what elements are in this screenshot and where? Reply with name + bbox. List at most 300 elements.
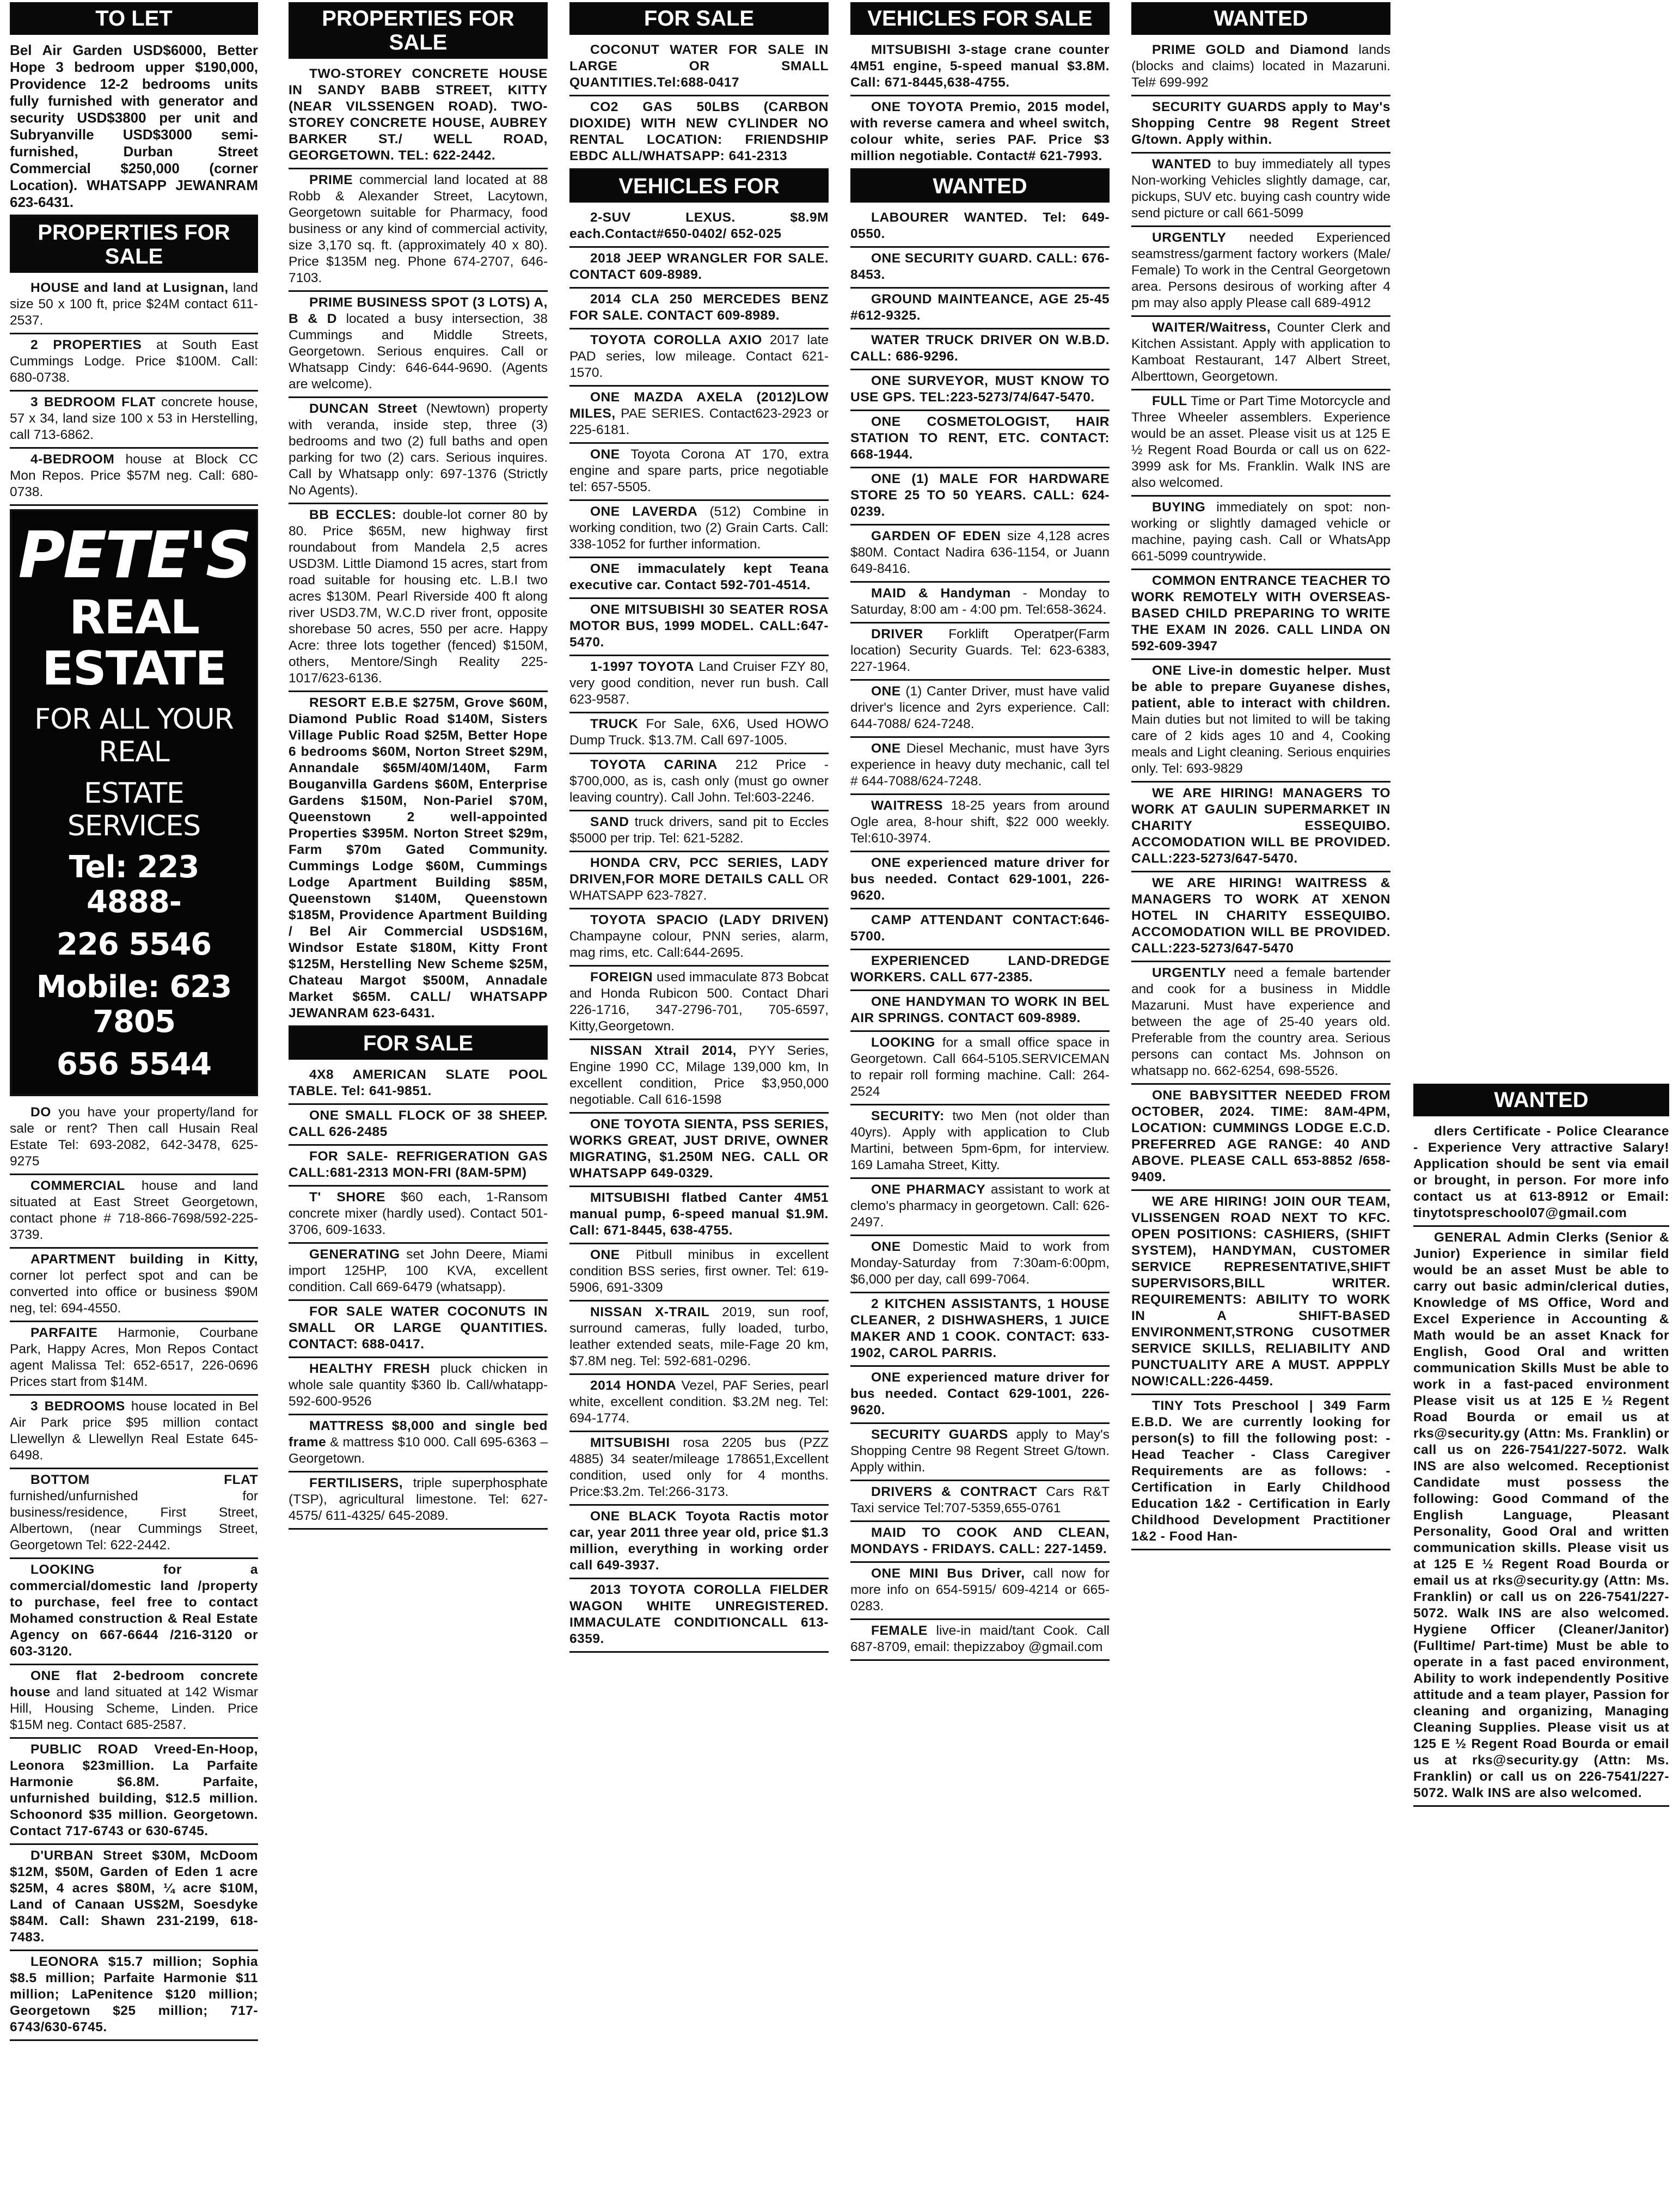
classified-ad (850, 329, 1110, 370)
ad-lead: MITSUBISHI (590, 1435, 670, 1450)
classified-ad (1131, 1191, 1390, 1395)
ad-lead: HOUSE and land at Lusignan, (30, 280, 229, 295)
ad-lead: DO (30, 1105, 51, 1120)
ad-lead: FOR SALE WATER COCONUTS IN SMALL OR LARGE QUANTITIES. CONTACT: 688-0417. (289, 1304, 548, 1352)
classified-ad (569, 852, 829, 909)
classified-ad (850, 411, 1110, 468)
column-wanted-continued (1408, 1084, 1675, 2210)
classified-ad (569, 289, 829, 329)
ad-lead: ONE SECURITY GUARD. CALL: 676-8453. (850, 251, 1110, 282)
ad-lead: WE ARE HIRING! MANAGERS TO WORK AT GAULIN SUPERMARKET IN CHARITY ESSEQUIBO. ACCOMODATION WILL BE PROVIDED. CALL:223-5273/647-5470. (1131, 786, 1390, 866)
classified-ad (569, 39, 829, 96)
ad-body: land size 50 x 100 ft, price $24M contact 611-2537. (10, 280, 258, 328)
ad-lead: NISSAN Xtrail 2014, (590, 1043, 737, 1058)
classified-ad (569, 1579, 829, 1653)
ad-lead: PARFAITE (30, 1325, 98, 1340)
ad-lead: LABOURER WANTED. Tel: 649-0550. (850, 210, 1110, 241)
ad-lead: WE ARE HIRING! WAITRESS & MANAGERS TO WORK AT XENON HOTEL IN CHARITY ESSEQUIBO. ACCOMODATION WILL BE PROVIDED. CALL:223-5273/647-5470 (1131, 876, 1390, 956)
ad-lead: EXPERIENCED LAND-DREDGE WORKERS. CALL 677-2385. (850, 954, 1110, 985)
classified-ad (10, 1396, 258, 1469)
ad-lead: T' SHORE (309, 1190, 385, 1205)
ad-lead: ONE LAVERDA (590, 504, 698, 519)
ad-body: size 4,128 acres $80M. Contact Nadira 636-1154, or Juann 649-8416. (850, 529, 1110, 576)
classified-ad (850, 1105, 1110, 1179)
ad-lead: ONE (871, 684, 901, 699)
classified-ad (1131, 570, 1390, 660)
ad-lead: LOOKING for a commercial/domestic land /property to purchase, feel free to contact Mohamed construction & Real Estate Agency on 667-6644 /216-3120 or 603-3120. (10, 1562, 258, 1659)
ad-body: For Sale, 6X6, Used HOWO Dump Truck. $13.7M. Call 697-1005. (569, 717, 829, 748)
classified-ad (569, 656, 829, 713)
ad-body: commercial land located at 88 Robb & Alexander Street, Lacytown, Georgetown suitable for Pharmacy, food business or any kind of commercial activity, size 3,170 sq. ft. (approximately 40 x 80). Price $135M neg. Phone 674-2707, 646-7103. (289, 173, 548, 285)
classified-ad (569, 713, 829, 754)
ad-lead: LOOKING (871, 1035, 935, 1050)
ad-lead: URGENTLY (1152, 966, 1227, 980)
ad-lead: WATER TRUCK DRIVER ON W.B.D. CALL: 686-9296. (850, 333, 1110, 364)
ad-lead: ONE BLACK Toyota Ractis motor car, year 2011 three year old, price $1.3 million, everything in working order call 649-3937. (569, 1509, 829, 1573)
ad-lead: ONE SMALL FLOCK OF 38 SHEEP. CALL 626-2485 (289, 1108, 548, 1139)
logo-tel: Tel: 223 4888- (69, 850, 199, 920)
ad-lead: 2014 CLA 250 MERCEDES BENZ FOR SALE. CONTACT 609-8989. (569, 292, 829, 323)
ad-body: (1) Canter Driver, must have valid driver's licence and 2yrs experience. Call: 644-7088/ 624-7248. (850, 684, 1110, 731)
classified-ad (850, 681, 1110, 738)
classified-ad (850, 96, 1110, 170)
classified-ad (850, 624, 1110, 681)
column-wanted (1126, 2, 1396, 2210)
classified-ad (289, 1358, 548, 1415)
ad-lead: D'URBAN Street $30M, McDoom $12M, $50M, Garden of Eden 1 acre $25M, 4 acres $80M, ¼ acre $10M, Land of Canaan US$2M, Soesdyke $84M. Call: Shawn 231-2199, 618-7483. (10, 1848, 258, 1945)
classified-ad (569, 967, 829, 1040)
ad-body: Domestic Maid to work from Monday-Saturday from 7:30am-6:00pm, $6,000 per day, call 699-7064. (850, 1239, 1110, 1287)
classified-ad (289, 169, 548, 292)
ad-list (289, 1064, 548, 1530)
ad-lead: MITSUBISHI flatbed Canter 4M51 manual pump, 6-speed manual $1.9M. Call: 671-8445, 638-4755. (569, 1190, 829, 1238)
ad-lead: DUNCAN Street (309, 401, 418, 416)
classified-ad (569, 1187, 829, 1244)
ad-lead: MAID TO COOK AND CLEAN, MONDAYS - FRIDAYS. CALL: 227-1459. (850, 1525, 1110, 1556)
classified-ad (850, 1179, 1110, 1236)
classified-ad (10, 1102, 258, 1175)
ad-body: (Newtown) property with veranda, inside step, three (3) bedrooms and two (2) full baths and open parking for two (2) cars. Serious inquires. Call by Whatsapp only: 697-1376 (Strictly No Agents). (289, 401, 548, 498)
ad-body: set John Deere, Miami import 125HP, 100 KVA, excellent condition. Call 669-6479 (whatsapp). (289, 1247, 548, 1294)
classified-ad (289, 692, 548, 1027)
classified-ad (569, 909, 829, 967)
classified-ad (10, 1559, 258, 1665)
ad-lead: PRIME BUSINESS SPOT (3 LOTS) A, B & D (289, 295, 548, 326)
ad-body: house at Block CC Mon Repos. Price $57M neg. Call: 680-0738. (10, 452, 258, 499)
classified-ad (10, 1739, 258, 1845)
ad-lead: GENERAL Admin Clerks (Senior & Junior) Experience in similar field would be an asset Must be able to carry out basic admin/clerical duties, Knowledge of MS Office, Word and Excel Experience in Accounting & Math would be an asset Knack for English, Good Oral and written communication Skills Must be able to work in a fast-paced environment Please visit us at 125 E ½ Regent Road Bourda or email us at rks@security.gy (Attn: Ms. Franklin) or call us on 226-7541/227-5072. Walk INS are also welcomed. Receptionist Candidate must possess the following: Good Command of the English Language, Pleasant Personality, Good Oral and written communication skills. Please visit us at 125 E ½ Regent Road Bourda or email us at rks@security.gy (Attn: Ms. Franklin) or call us on 226-7541/227-5072. Walk INS are also welcomed. Hygiene Officer (Cleaner/Janitor) (Fulltime/ Part-time) Must be able to operate in a fast paced environment, Ability to work independently Positive attitude and a team player, Passion for cleaning and organizing, Managing Cleaning Supplies. Please visit us at 125 E ½ Regent Road Bourda or email us at rks@security.gy (Attn: Ms. Franklin) or call us on 226-7541/227-5072. Walk INS are also welcomed. (1413, 1230, 1669, 1800)
classified-ad (850, 1620, 1110, 1661)
classified-ad (569, 1506, 829, 1579)
section-header-for-sale: FOR SALE (569, 2, 829, 35)
ad-body: Cars R&T Taxi service Tel:707-5359,655-0761 (850, 1484, 1110, 1516)
ad-lead: dlers Certificate - Police Clearance - Experience Very attractive Salary! Application should be sent via email or brought, in person. For more info contact us at 613-8912 or Email: tinytotspreschool07@gmail.com (1413, 1124, 1669, 1220)
classified-ad (289, 398, 548, 504)
ad-body: PYY Series, Engine 1990 CC, Milage 139,000 km, In excellent condition, Price $3,950,000 negotiable. Call 616-1598 (569, 1043, 829, 1107)
classified-ad (569, 501, 829, 558)
ad-body: to buy immediately all types Non-working Vehicles slightly damage, car, pickups, SUV etc. buying cash country wide send picture or call 661-5099 (1131, 157, 1390, 221)
ad-lead: 2 PROPERTIES (30, 338, 142, 352)
ad-lead: 2014 HONDA (590, 1378, 677, 1393)
classified-ad (1131, 783, 1390, 872)
ad-lead: 2-SUV LEXUS. $8.9M each.Contact#650-0402/ 652-025 (569, 210, 829, 241)
section-header-for-sale: FOR SALE (289, 1027, 548, 1060)
ad-body: needed Experienced seamstress/garment factory workers (Male/ Female) To work in the Central Georgetown area. Persons desirous of working after 4 pm may also apply Please call 689-4912 (1131, 230, 1390, 310)
classified-ad (850, 950, 1110, 991)
classified-ad (10, 392, 258, 449)
classified-ad (1131, 39, 1390, 96)
ad-lead: ONE experienced mature driver for bus needed. Contact 629-1001, 226-9620. (850, 1370, 1110, 1417)
classified-ad (289, 1301, 548, 1358)
ad-body: Toyota Corona AT 170, extra engine and spare parts, price negotiable tel: 657-5505. (569, 447, 829, 494)
classified-ad (569, 1432, 829, 1506)
column-vehicles-wanted (845, 2, 1115, 2210)
classified-ad (10, 1665, 258, 1739)
classified-ad (569, 558, 829, 599)
ad-lead: ONE (590, 1248, 620, 1262)
classified-ad (850, 583, 1110, 624)
ad-lead: PUBLIC ROAD Vreed-En-Hoop, Leonora $23million. La Parfaite Harmonie $6.8M. Parfaite, unfurnished building, $12.5 million. Schoonord $35 million. Georgetown. Contact 717-6743 or 630-6745. (10, 1742, 258, 1838)
ad-body: for a small office space in Georgetown. Call 664-5105.SERVICEMAN to repair roll forming machine. Call: 264-2524 (850, 1035, 1110, 1099)
classified-ad (1131, 227, 1390, 317)
ad-lead: NISSAN X-TRAIL (590, 1305, 710, 1319)
section-header-wanted: WANTED (1131, 2, 1390, 35)
classified-ad (289, 292, 548, 398)
ad-list (10, 1102, 258, 2041)
classified-ad (289, 63, 548, 169)
classified-ad (1413, 1227, 1669, 1807)
classified-ad (289, 1415, 548, 1472)
classified-ad (1131, 872, 1390, 962)
ad-body: 212 Price - $700,000, as is, cash only (must go owner leaving country). Call John. Tel:603-2246. (569, 757, 829, 805)
ad-body: rosa 2205 bus (PZZ 4885) 34 seater/mileage 178651,Excellent condition, used only for 4 months. Price:$3.2m. Tel:266-3173. (569, 1435, 829, 1499)
ad-lead: TRUCK (590, 717, 639, 731)
classified-ad (569, 811, 829, 852)
ad-lead: WAITRESS (871, 798, 943, 813)
classified-ad (569, 1375, 829, 1432)
ad-lead: ONE HANDYMAN TO WORK IN BEL AIR SPRINGS. CONTACT 609-8989. (850, 994, 1110, 1025)
ad-lead: ONE (1) MALE FOR HARDWARE STORE 25 TO 50 YEARS. CALL: 624-0239. (850, 472, 1110, 519)
classified-ad (850, 738, 1110, 795)
ad-body: two Men (not older than 40yrs). Apply with application to Club Martini, between 5pm-6pm, for interview. 169 Lamaha Street, Kitty. (850, 1109, 1110, 1172)
ad-body: Main duties but not limited to will be taking care of 2 kids ages 10 and 4, Cooking meals and Light cleaning. Serious enquiries only. Tel: 693-9829 (1131, 712, 1390, 776)
ad-body: immediately on spot: non-working or slightly damaged vehicle or machine, paying cash. Call or WhatsApp 661-5099 countrywide. (1131, 500, 1390, 564)
ad-lead: COMMON ENTRANCE TEACHER TO WORK REMOTELY WITH OVERSEAS-BASED CHILD PREPARING TO WRITE THE EXAM IN 2026. CALL LINDA ON 592-609-3947 (1131, 573, 1390, 653)
classified-ad (569, 207, 829, 248)
ad-lead: 2018 JEEP WRANGLER FOR SALE. CONTACT 609-8989. (569, 251, 829, 282)
ad-lead: ONE MAZDA AXELA (2012)LOW MILES, (569, 390, 829, 421)
logo-tagline: FOR ALL YOUR REAL (34, 703, 234, 768)
ad-lead: BB ECCLES: (309, 508, 396, 522)
classified-ad (850, 1522, 1110, 1563)
ad-body: you have your property/land for sale or rent? Then call Husain Real Estate Tel: 693-2082, 642-3478, 625-9275 (10, 1105, 258, 1169)
classified-ad (569, 387, 829, 444)
section-header-vehicles: VEHICLES FOR (569, 170, 829, 203)
ad-lead: LEONORA $15.7 million; Sophia $8.5 million; Parfaite Harmonie $11 million; LaPenitence $120 million; Georgetown $25 million; 717-6743/630-6745. (10, 1954, 258, 2034)
ad-lead: GARDEN OF EDEN (871, 529, 1001, 543)
logo-mobile-2: 656 5544 (56, 1047, 212, 1082)
ad-body: house located in Bel Air Park price $95 million contact Llewellyn & Llewellyn Real Estate 645-6498. (10, 1399, 259, 1463)
classified-ad (850, 1424, 1110, 1481)
logo-tel-2: 226 5546 (56, 927, 212, 962)
classified-ad (1131, 962, 1390, 1085)
ad-body: 2019, sun roof, surround cameras, fully loaded, turbo, leather extended seats, mile-Fage 20 km, $7.8M neg. Tel: 592-681-0296. (569, 1305, 829, 1368)
ad-lead: FEMALE (871, 1623, 928, 1638)
ad-body: Land Cruiser FZY 80, very good condition, never run bush. Call 623-9587. (569, 659, 829, 707)
ad-body: (512) Combine in working condition, two (2) Grain Carts. Call: 338-1052 for further information. (569, 504, 829, 552)
classified-ad (289, 1105, 548, 1146)
classified-ad (289, 1187, 548, 1244)
classified-ad (1131, 1085, 1390, 1191)
ad-lead: TINY Tots Preschool | 349 Farm E.B.D. We are currently looking for person(s) to fill the following post: - Head Teacher - Class Caregiver Requirements are as follows: - Certification in Early Childhood Education 1&2 - Certification in Early Childhood Development Practitioner 1&2 - Food Han- (1131, 1398, 1390, 1544)
ad-lead: TOYOTA COROLLA AXIO (590, 333, 762, 347)
classified-ad (569, 444, 829, 501)
ad-lead: HEALTHY FRESH (309, 1361, 430, 1376)
classified-ad (1131, 497, 1390, 570)
section-header-wanted: WANTED (1413, 1084, 1669, 1116)
ad-lead: FERTILISERS, (309, 1476, 403, 1490)
ad-lead: SECURITY: (871, 1109, 945, 1123)
ad-body: lands (blocks and claims) located in Mazaruni. Tel# 699-992 (1131, 42, 1390, 90)
ad-lead: 2 KITCHEN ASSISTANTS, 1 HOUSE CLEANER, 2 DISHWASHERS, 1 JUICE MAKER AND 1 COOK. CONTACT: 633-1902, CAROL PARRIS. (850, 1297, 1110, 1360)
logo-mobile: Mobile: 623 7805 (36, 969, 232, 1040)
ad-body: Counter Clerk and Kitchen Assistant. Apply with application to Kamboat Restaurant, 147 Albert Street, Alberttown, Georgetown. (1131, 320, 1390, 384)
classified-ad (1131, 1395, 1390, 1550)
ad-lead: SECURITY GUARDS apply to May's Shopping Centre 98 Regent Street G/town. Apply within. (1131, 100, 1390, 147)
classified-ad (850, 1032, 1110, 1105)
classified-ad (10, 277, 258, 334)
ad-lead: PRIME GOLD and Diamond (1152, 42, 1349, 57)
ad-lead: TWO-STOREY CONCRETE HOUSE IN SANDY BABB STREET, KITTY (NEAR VILSSENGEN ROAD). TWO-STOREY CONCRETE HOUSE, AUBREY BARKER ST./ WELL ROAD, GEORGETOWN. TEL: 622-2442. (289, 66, 548, 163)
section-header-properties: PROPERTIES FOR SALE (10, 216, 258, 273)
ad-body: Pitbull minibus in excellent condition BSS series, first owner. Tel: 619-5906, 691-3309 (569, 1248, 829, 1295)
ad-body: Diesel Mechanic, must have 3yrs experience in heavy duty mechanic, call tel # 644-7088/624-7248. (850, 741, 1110, 789)
ad-body: 2017 late PAD series, low mileage. Contact 621-1570. (569, 333, 829, 380)
ad-lead: 2013 TOYOTA COROLLA FIELDER WAGON WHITE UNREGISTERED. IMMACULATE CONDITIONCALL 613-6359. (569, 1582, 829, 1646)
ad-lead: ONE TOYOTA Premio, 2015 model, with reverse camera and wheel switch, colour white, series PAF. Price $3 million negotiable. Contact# 621-7993. (850, 100, 1110, 163)
ad-lead: ONE Live-in domestic helper. Must be able to prepare Guyanese dishes, patient, able to interact with children. (1131, 663, 1390, 711)
classified-ad (850, 525, 1110, 583)
ad-body: Vezel, PAF Series, pearl white, excellent condition. $3.2M neg. Tel: 694-1774. (569, 1378, 829, 1426)
ad-body: house and land situated at East Street Georgetown, contact phone # 718-866-7698/592-225-3739. (10, 1178, 258, 1242)
column-for-sale (564, 2, 834, 2210)
classified-ad (569, 1244, 829, 1301)
classified-ad (1413, 1121, 1669, 1227)
ad-list (850, 207, 1110, 1661)
ad-lead: SAND (590, 815, 629, 829)
ad-body: double-lot corner 80 by 80. Price $65M, new highway first roundabout from Mandela 2,5 acres USD3M. Little Diamond 15 acres, start from road suitable for housing etc. L.B.I two acres $130M. Pearl Riverside 400 ft along river USD3.7M, W.C.D river front, opposite shorebase 50 acres, 550 per acre. Happy Acre: three lots together (fenced) $150M, others, Mentore/Singh Reality 225-1017/623-6136. (289, 508, 548, 686)
ad-lead: HONDA CRV, PCC SERIES, LADY DRIVEN,FOR MORE DETAILS CALL (569, 856, 829, 887)
ad-lead: 3 BEDROOM FLAT (30, 395, 156, 410)
ad-lead: COMMERCIAL (30, 1178, 125, 1193)
classified-ad (289, 1472, 548, 1530)
classified-ad (850, 289, 1110, 329)
ad-lead: URGENTLY (1152, 230, 1227, 245)
ad-list (289, 63, 548, 1027)
classified-ad (850, 1563, 1110, 1620)
classified-ad (10, 449, 258, 506)
ad-body: Champayne colour, PNN series, alarm, mag rims, etc. Call:644-2695. (569, 929, 829, 960)
ad-body: furnished/unfurnished for business/residence, First Street, Albertown, (near Cummings Street, Georgetown Tel: 622-2442. (10, 1489, 258, 1553)
ad-lead: ONE SURVEYOR, MUST KNOW TO USE GPS. TEL:223-5273/74/647-5470. (850, 374, 1110, 405)
ad-list (1413, 1121, 1669, 1807)
ad-lead: ONE BABYSITTER NEEDED FROM OCTOBER, 2024. TIME: 8AM-4PM, LOCATION: CUMMINGS LODGE E.C.D. PREFERRED AGE RANGE: 40 AND ABOVE. PLEASE CALL 653-8852 /658-9409. (1131, 1088, 1390, 1184)
classified-ad (10, 1469, 258, 1559)
column-properties-for-sale (283, 2, 553, 2210)
ad-body: call now for more info on 654-5915/ 609-4214 or 665-0283. (850, 1566, 1110, 1614)
classified-ad (850, 909, 1110, 950)
ad-lead: 1-1997 TOYOTA (590, 659, 695, 674)
ad-list (1131, 39, 1390, 1550)
classified-ad (289, 1064, 548, 1105)
ad-body: assistant to work at clemo's pharmacy in georgetown. Call: 626-2497. (850, 1182, 1110, 1230)
ad-body: $60 each, 1-Ransom concrete mixer (hardly used). Contact 501-3706, 609-1633. (289, 1190, 548, 1237)
ad-lead: PRIME (309, 173, 353, 187)
ad-lead: ONE experienced mature driver for bus needed. Contact 629-1001, 226-9620. (850, 856, 1110, 903)
ad-lead: BUYING (1152, 500, 1206, 515)
classified-ad (10, 1249, 258, 1322)
ad-body: OR WHATSAPP 623-7827. (569, 872, 829, 903)
ad-lead: RESORT E.B.E $275M, Grove $60M, Diamond Public Road $140M, Sisters Village Public Road $25M, Better Hope 6 bedrooms $60M, Norton Street $29M, Annandale $65M/40M/140M, Farm Bouganvilla Gardens $60M, Enterprise Gardens $150M, Non-Pariel $70M, Queenstown 2 well-appointed Properties $395M. Norton Street $29m, Farm $70m Gated Community. Cummings Lodge $60M, Cummings Lodge Apartment Building $85M, Queenstown $140M, Queenstown $185M, Providence Apartment Building / Bel Air Commercial USD$16M, Windsor Estate $180M, Kitty Front $125M, Herstelling New Scheme $25M, Chateau Margot $500M, Annadale Market $65M. CALL/ WHATSAPP JEWANRAM 623-6431. (289, 695, 548, 1021)
ad-lead: APARTMENT building in Kitty, (30, 1252, 258, 1267)
ad-lead: ONE immaculately kept Teana executive car. Contact 592-701-4514. (569, 561, 829, 592)
ad-lead: SECURITY GUARDS (871, 1427, 1008, 1442)
classified-ad (850, 1236, 1110, 1293)
classified-ad (850, 248, 1110, 289)
classified-ad (10, 334, 258, 392)
ad-body: Forklift Operatper(Farm location) Security Guards. Tel: 623-6383, 227-1964. (850, 627, 1110, 674)
classified-ad (569, 754, 829, 811)
classified-ad (850, 1367, 1110, 1424)
ad-body: - Monday to Saturday, 8:00 am - 4:00 pm. Tel:658-3624. (850, 586, 1110, 617)
ad-lead: FOR SALE- REFRIGERATION GAS CALL:681-2313 MON-FRI (8AM-5PM) (289, 1149, 548, 1180)
classified-ad (850, 852, 1110, 909)
ad-list (850, 39, 1110, 170)
classified-ad (850, 1293, 1110, 1367)
ad-lead: FOREIGN (590, 970, 653, 985)
ad-lead: ONE PHARMACY (871, 1182, 986, 1197)
ad-lead: MITSUBISHI 3-stage crane counter 4M51 engine, 5-speed manual $3.8M. Call: 671-8445,638-4755. (850, 42, 1110, 90)
column-to-let (4, 2, 264, 2210)
ad-body: truck drivers, sand pit to Eccles $5000 per trip. Tel: 621-5282. (569, 815, 829, 846)
classified-ad (569, 96, 829, 170)
section-header-properties: PROPERTIES FOR SALE (289, 2, 548, 59)
classified-ad (10, 1175, 258, 1249)
classified-ad (10, 1951, 258, 2041)
classified-ad (1131, 96, 1390, 154)
classified-ad (850, 39, 1110, 96)
ad-body: live-in maid/tant Cook. Call 687-8709, email: thepizzaboy @gmail.com (850, 1623, 1110, 1654)
classified-ad (850, 795, 1110, 852)
ad-lead: ONE (590, 447, 620, 462)
ad-lead: ONE flat 2-bedroom concrete house (10, 1669, 258, 1700)
petes-real-estate-logo (10, 509, 258, 1096)
ad-body: and land situated at 142 Wismar Hill, Housing Scheme, Linden. Price $15M neg. Contact 685-2587. (10, 1685, 258, 1732)
ad-body: at South East Cummings Lodge. Price $100M. Call: 680-0738. (10, 338, 259, 385)
ad-body: & mattress $10 000. Call 695-6363 – Georgetown. (289, 1435, 548, 1466)
ad-lead: DRIVERS & CONTRACT (871, 1484, 1038, 1499)
ad-lead: MAID & Handyman (871, 586, 1011, 601)
classified-ad (289, 1244, 548, 1301)
classified-ad (1131, 390, 1390, 497)
ad-body: triple superphosphate (TSP), agricultural limestone. Tel: 627-4575/ 611-4325/ 645-2089. (289, 1476, 548, 1523)
ad-lead: 3 BEDROOMS (30, 1399, 125, 1414)
ad-body: pluck chicken in whole sale quantity $360 lb. Call/whatapp- 592-600-9526 (289, 1361, 548, 1409)
classified-ad (850, 468, 1110, 525)
ad-body: located a busy intersection, 38 Cummings and Middle Streets, Georgetown. Serious enquires. Call or Whatsapp Cindy: 646-644-9690. (Agents are welcome). (289, 311, 548, 392)
ad-lead: FULL (1152, 394, 1187, 408)
ad-lead: TOYOTA CARINA (590, 757, 718, 772)
classified-ad (569, 599, 829, 656)
section-header-to-let: TO LET (10, 2, 258, 35)
classified-ad (569, 1301, 829, 1375)
ad-lead: ONE MITSUBISHI 30 SEATER ROSA MOTOR BUS, 1999 MODEL. CALL:647-5470. (569, 602, 829, 650)
ad-lead: WANTED (1152, 157, 1212, 172)
ad-lead: WAITER/Waitress, (1152, 320, 1271, 335)
classified-ad (850, 991, 1110, 1032)
section-header-vehicles: VEHICLES FOR SALE (850, 2, 1110, 35)
ad-list (569, 207, 829, 1653)
classified-ad (850, 207, 1110, 248)
classified-ad (1131, 317, 1390, 390)
ad-lead: GROUND MAINTEANCE, AGE 25-45 #612-9325. (850, 292, 1110, 323)
ad-body: concrete house, 57 x 34, land size 100 x 53 in Herstelling, call 713-6862. (10, 395, 258, 442)
ad-lead: CAMP ATTENDANT CONTACT:646-5700. (850, 913, 1110, 944)
classified-ad: Bel Air Garden USD$6000, Better Hope 3 bedroom upper $190,000, Providence 12-2 bedrooms units fully furnished with generator and security USD$3800 per unit and Subryanville USD$3000 semi-furnished, Durban Street Commercial $250,000 (corner Location). WHATSAPP JEWANRAM 623-6431. (10, 39, 258, 216)
ad-lead: MATTRESS $8,000 and single bed frame (289, 1419, 548, 1450)
classified-ad (1131, 154, 1390, 227)
classified-ad (10, 1845, 258, 1951)
classified-ad (569, 1040, 829, 1114)
logo-brand-sub: REAL ESTATE (42, 590, 226, 696)
ad-list (10, 277, 258, 506)
ad-body: used immaculate 873 Bobcat and Honda Rubicon 500. Contact Dhari 226-1716, 347-2796-701, 705-6597, Kitty,Georgetown. (569, 970, 829, 1034)
classified-ad (850, 1481, 1110, 1522)
logo-brand: PETE'S (18, 517, 250, 592)
ad-body: corner lot perfect spot and can be converted into office or business $90M neg, tel: 694-4550. (10, 1268, 258, 1316)
ad-lead: ONE TOYOTA SIENTA, PSS SERIES, WORKS GREAT, JUST DRIVE, OWNER MIGRATING, $1.250M NEG. CALL OR WHATSAPP 649-0329. (569, 1117, 829, 1181)
section-header-wanted: WANTED (850, 170, 1110, 203)
classified-ad (850, 370, 1110, 411)
logo-tagline-2: ESTATE SERVICES (67, 777, 201, 842)
ad-lead: COCONUT WATER FOR SALE IN LARGE OR SMALL QUANTITIES.Tel:688-0417 (569, 42, 829, 90)
ad-lead: ONE (871, 1239, 901, 1254)
ad-lead: DRIVER (871, 627, 923, 641)
ad-body: Time or Part Time Motorcycle and Three Wheeler assemblers. Experience would be an asset. Please visit us at 125 E ½ Regent Road Bourda or call us on 622-3999 ask for Ms. Franklin. Walk INS are also welcomed. (1131, 394, 1390, 490)
ad-lead: BOTTOM FLAT (30, 1472, 258, 1487)
ad-lead: 4X8 AMERICAN SLATE POOL TABLE. Tel: 641-9851. (289, 1067, 548, 1098)
classified-ad (289, 1146, 548, 1187)
ad-lead: TOYOTA SPACIO (LADY DRIVEN) (590, 913, 829, 927)
ad-lead: GENERATING (309, 1247, 400, 1262)
ad-lead: ONE COSMETOLOGIST, HAIR STATION TO RENT, ETC. CONTACT: 668-1944. (850, 414, 1110, 462)
ad-list (569, 39, 829, 170)
ad-lead: ONE MINI Bus Driver, (871, 1566, 1025, 1581)
ad-lead: WE ARE HIRING! JOIN OUR TEAM, VLISSENGEN ROAD NEXT TO KFC. OPEN POSITIONS: CASHIERS, (SHIFT SYSTEM), HANDYMAN, CUSTOMER SERVICE REPRESENTATIVE,SHIFT SUPERVISORS,BILL WRITER. REQUIREMENTS: ABILITY TO WORK IN A SHIFT-BASED ENVIRONMENT,STRONG CUSOTMER SERVICE SKILLS, RELIABILITY AND PUNCTUALITY ARE A MUST. APPPLY NOW!CALL:226-4459. (1131, 1194, 1390, 1389)
classified-ad (1131, 660, 1390, 783)
ad-lead: 4-BEDROOM (30, 452, 115, 467)
ad-lead: ONE (871, 741, 901, 756)
ad-body: PAE SERIES. Contact623-2923 or 225-6181. (569, 406, 829, 437)
ad-body: apply to May's Shopping Centre 98 Regent Street G/town. Apply within. (850, 1427, 1110, 1475)
ad-body: 18-25 years from around Ogle area, 8-hour shift, $22 000 weekly. Tel:610-3974. (850, 798, 1110, 846)
ad-lead: CO2 GAS 50LBS (CARBON DIOXIDE) WITH NEW CYLINDER NO RENTAL LOCATION: FRIENDSHIP EBDC ALL/WHATSAPP: 641-2313 (569, 100, 829, 163)
classified-ad (10, 1322, 258, 1396)
classified-ad (569, 1114, 829, 1187)
ad-body: Harmonie, Courbane Park, Happy Acres, Mon Repos Contact agent Malissa Tel: 652-6517, 226-0696 Prices start from $14M. (10, 1325, 258, 1389)
classified-ad (569, 329, 829, 387)
classified-ad (569, 248, 829, 289)
